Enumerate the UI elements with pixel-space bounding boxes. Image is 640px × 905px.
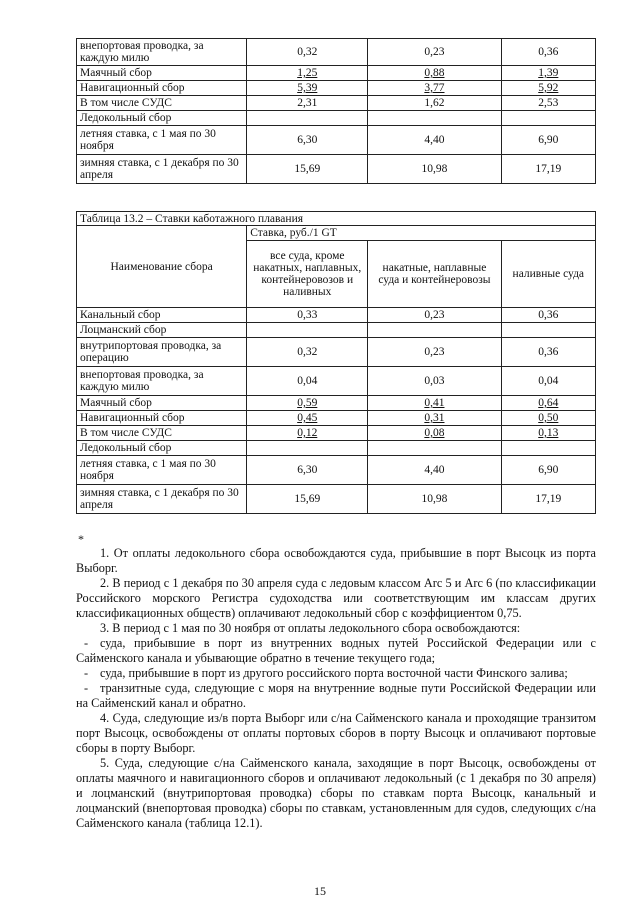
rate-value: 10,98	[368, 155, 501, 184]
note-list-item	[76, 636, 596, 666]
rate-value: 0,45	[247, 411, 368, 426]
rate-value: 0,41	[368, 396, 501, 411]
note-list-text: суда, прибывшие в порт из другого российского порта восточной части Финского залива;	[100, 666, 568, 680]
column-header: наливные суда	[501, 241, 595, 308]
rate-value: 0,03	[368, 367, 501, 396]
rate-value: 0,04	[501, 367, 595, 396]
fee-name: Навигационный сбор	[77, 411, 247, 426]
note-paragraph: 2. В период с 1 декабря по 30 апреля суда с ледовым классом Arc 5 и Arc 6 (по классификации Российского морского Регистра судоходства или соответствующим им классам других классификационных обществ) оплачивают ледокольный сбор с коэффициентом 0,75.	[76, 576, 596, 620]
rate-value: 17,19	[501, 485, 595, 514]
rate-value: 15,69	[247, 485, 368, 514]
rate-value: 1,25	[247, 66, 368, 81]
rate-value	[501, 111, 595, 126]
fee-name: зимняя ставка, с 1 декабря по 30 апреля	[77, 485, 247, 514]
rate-value: 6,30	[247, 126, 368, 155]
table-row	[77, 485, 596, 514]
table-title: Таблица 13.2 – Ставки каботажного плавания	[77, 212, 596, 226]
rate-value: 0,36	[501, 308, 595, 323]
fee-name: Маячный сбор	[77, 66, 247, 81]
rate-value	[368, 111, 501, 126]
rate-value	[368, 323, 501, 338]
rate-value: 0,13	[501, 426, 595, 441]
table-row	[77, 396, 596, 411]
note-list-text: суда, прибывшие в порт из внутренних водных путей Российской Федерации или с Сайменского канала и убывающие обратно в течение текущего года;	[76, 636, 596, 665]
table-row	[77, 456, 596, 485]
fee-name: внепортовая проводка, за каждую милю	[77, 39, 247, 66]
note-list-text: транзитные суда, следующие с моря на внутренние водные пути Российской Федерации или на Сайменский канал и обратно.	[76, 681, 596, 710]
fee-name-header: Наименование сбора	[77, 226, 247, 308]
rate-value: 4,40	[368, 456, 501, 485]
rate-value: 0,32	[247, 338, 368, 367]
fee-name: В том числе СУДС	[77, 426, 247, 441]
rate-value: 15,69	[247, 155, 368, 184]
rate-header: Ставка, руб./1 GT	[247, 226, 596, 241]
rate-value: 0,64	[501, 396, 595, 411]
rate-value: 4,40	[368, 126, 501, 155]
fee-name: Канальный сбор	[77, 308, 247, 323]
footnote-mark: *	[78, 532, 84, 546]
page-number: 15	[314, 884, 326, 898]
rate-value: 0,33	[247, 308, 368, 323]
table-row	[77, 308, 596, 323]
rate-value: 0,88	[368, 66, 501, 81]
rate-value: 0,36	[501, 39, 595, 66]
rate-value: 1,39	[501, 66, 595, 81]
fee-name: летняя ставка, с 1 мая по 30 ноября	[77, 456, 247, 485]
table-row	[77, 338, 596, 367]
note-paragraph: 1. От оплаты ледокольного сбора освобождаются суда, прибывшие в порт Высоцк из порта Выборг.	[76, 546, 596, 575]
fee-name: внепортовая проводка, за каждую милю	[77, 367, 247, 396]
rate-value: 5,39	[247, 81, 368, 96]
note-paragraph: 3. В период с 1 мая по 30 ноября от оплаты ледокольного сбора освобождаются:	[100, 621, 521, 635]
rate-value: 3,77	[368, 81, 501, 96]
rate-value: 0,59	[247, 396, 368, 411]
rate-value: 17,19	[501, 155, 595, 184]
table-row	[77, 426, 596, 441]
rate-value: 0,50	[501, 411, 595, 426]
rate-value	[247, 111, 368, 126]
fee-name: зимняя ставка, с 1 декабря по 30 апреля	[77, 155, 247, 184]
rates-table-continuation	[76, 38, 596, 184]
rate-value: 0,04	[247, 367, 368, 396]
rate-value: 0,36	[501, 338, 595, 367]
rate-value: 6,90	[501, 126, 595, 155]
rate-value: 10,98	[368, 485, 501, 514]
table-row	[77, 39, 596, 66]
rate-value: 0,23	[368, 338, 501, 367]
rate-value: 0,32	[247, 39, 368, 66]
rate-value	[368, 441, 501, 456]
fee-name: внутрипортовая проводка, за операцию	[77, 338, 247, 367]
table-row	[77, 66, 596, 81]
rate-value: 0,23	[368, 308, 501, 323]
table-row	[77, 367, 596, 396]
table-row	[77, 111, 596, 126]
rate-value: 0,08	[368, 426, 501, 441]
fee-name: летняя ставка, с 1 мая по 30 ноября	[77, 126, 247, 155]
rate-value	[247, 441, 368, 456]
fee-name: Маячный сбор	[77, 396, 247, 411]
note-list-item	[76, 666, 596, 681]
rate-value: 5,92	[501, 81, 595, 96]
fee-name: В том числе СУДС	[77, 96, 247, 111]
rate-value: 6,90	[501, 456, 595, 485]
rate-value: 0,23	[368, 39, 501, 66]
rate-value	[501, 441, 595, 456]
cabotage-rates-table	[76, 211, 596, 514]
column-header: все суда, кроме накатных, наплавных, контейнеровозов и наливных	[247, 241, 368, 308]
table-row	[77, 441, 596, 456]
notes-section	[76, 546, 596, 831]
rate-value: 1,62	[368, 96, 501, 111]
table-row	[77, 96, 596, 111]
rate-value	[247, 323, 368, 338]
note-list-item	[76, 681, 596, 711]
rate-value	[501, 323, 595, 338]
rate-value: 0,12	[247, 426, 368, 441]
fee-name: Навигационный сбор	[77, 81, 247, 96]
column-header: накатные, наплавные суда и контейнеровозы	[368, 241, 501, 308]
table-row	[77, 126, 596, 155]
table-row	[77, 81, 596, 96]
note-paragraph: 5. Суда, следующие с/на Сайменского канала, заходящие в порт Высоцк, освобождены от оплаты маячного и навигационного сборов и оплачивают ледокольный (с 1 декабря по 30 апреля) и лоцманский (внутрипортовая проводка) сборы по ставкам порта Высоцк, канальный и лоцманский (внепортовая проводка) сборы по ставкам, установленным для судов, следующих с/на Сайменского канала (таблица 12.1).	[76, 756, 596, 830]
rate-value: 2,31	[247, 96, 368, 111]
table-row	[77, 323, 596, 338]
fee-name: Лоцманский сбор	[77, 323, 247, 338]
note-paragraph: 4. Суда, следующие из/в порта Выборг или с/на Сайменского канала и проходящие транзитом порт Высоцк, освобождены от оплаты портовых сборов в порту Высоцк и оплачивают портовые сборы в порту Выборг.	[76, 711, 596, 755]
dash-marker: -	[84, 681, 89, 695]
fee-name: Ледокольный сбор	[77, 441, 247, 456]
table-row	[77, 155, 596, 184]
table-row	[77, 411, 596, 426]
fee-name: Ледокольный сбор	[77, 111, 247, 126]
dash-marker: -	[84, 666, 89, 680]
table-title-row	[77, 212, 596, 226]
rate-value: 6,30	[247, 456, 368, 485]
rate-value: 0,31	[368, 411, 501, 426]
rate-value: 2,53	[501, 96, 595, 111]
table-header-row	[77, 226, 596, 241]
dash-marker: -	[84, 636, 89, 650]
